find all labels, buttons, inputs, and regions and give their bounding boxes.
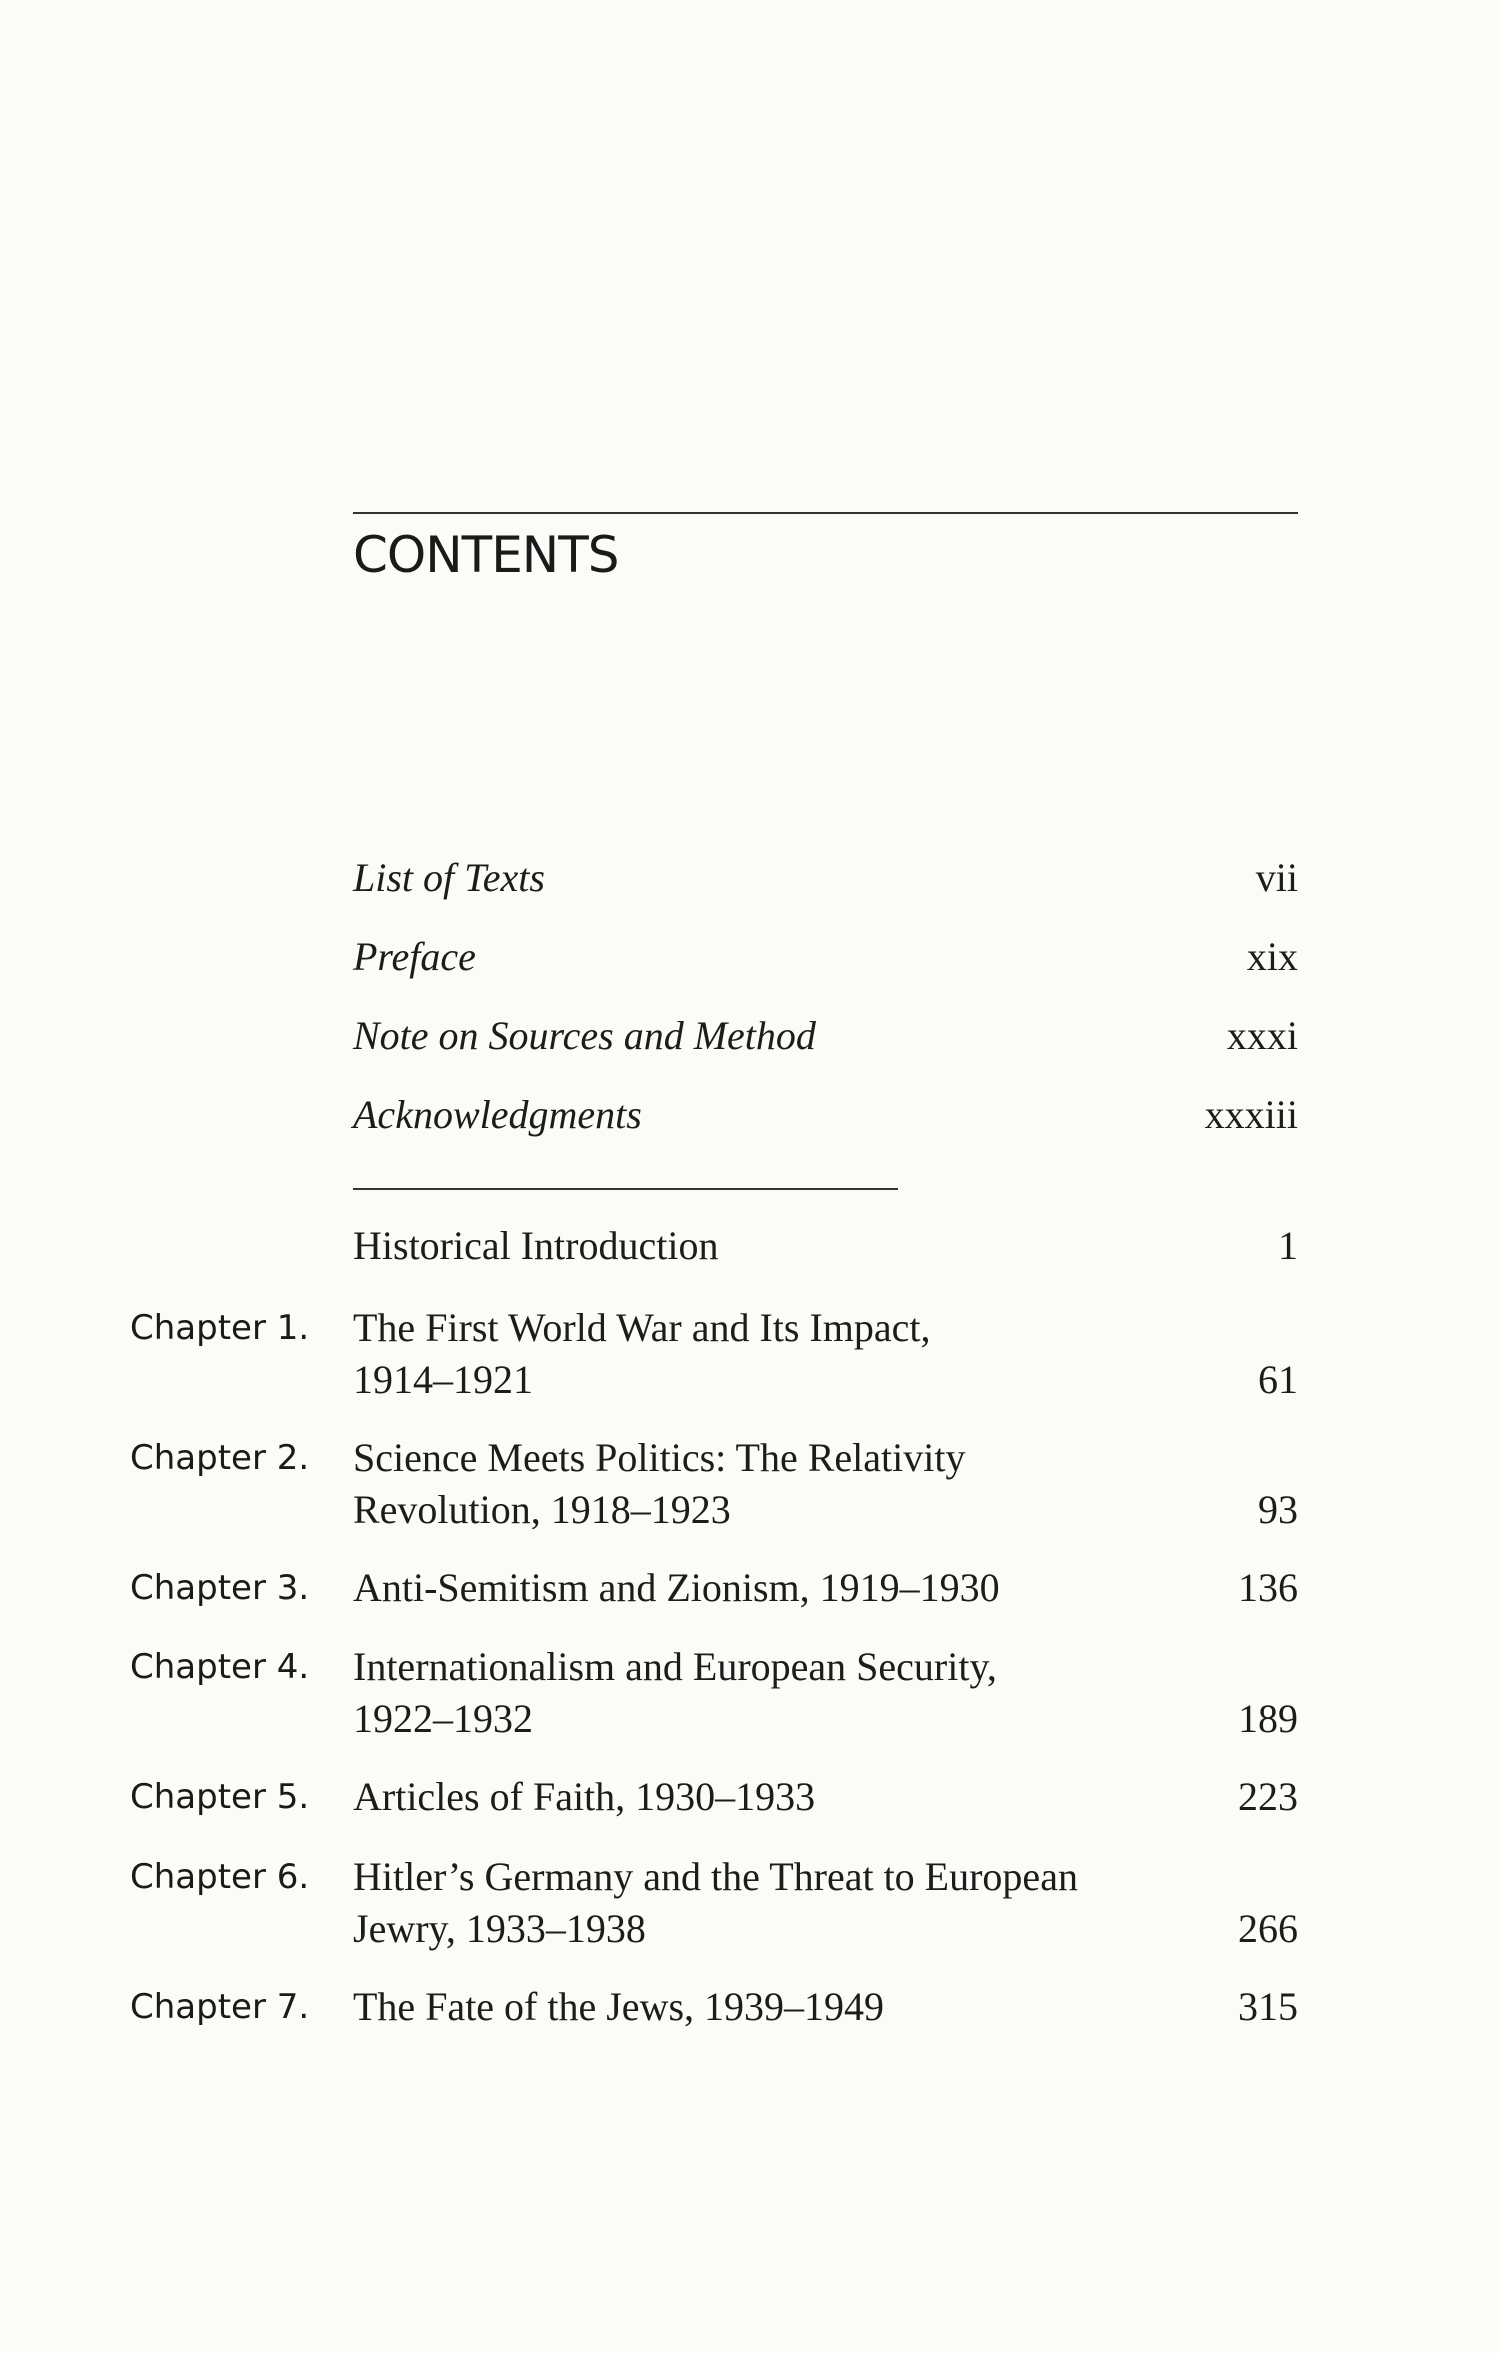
- entry-page: 136: [1238, 1565, 1298, 1610]
- toc-entry-chapter-6: [0, 1851, 1500, 1981]
- toc-entry-chapter-1: [0, 1302, 1500, 1432]
- chapter-label: Chapter 2.: [130, 1438, 310, 1478]
- front-matter-item: [353, 850, 1298, 929]
- front-matter-page: vii: [1255, 855, 1298, 900]
- entry-title-line: Articles of Faith, 1930–1933: [353, 1774, 816, 1819]
- front-matter-page: xxxiii: [1204, 1092, 1298, 1137]
- front-matter-page: xxxi: [1226, 1013, 1298, 1058]
- entry-page: 266: [1238, 1906, 1298, 1951]
- entry-title-line: 1914–1921: [353, 1357, 533, 1402]
- entry-title-line: Anti-Semitism and Zionism, 1919–1930: [353, 1565, 1000, 1610]
- entry-page: 189: [1238, 1696, 1298, 1741]
- toc-entry-introduction: [0, 1220, 1500, 1302]
- front-matter-page: xix: [1246, 934, 1298, 979]
- front-matter-title: Preface: [353, 934, 476, 979]
- front-matter-item: [353, 1008, 1298, 1087]
- entry-title: [353, 1641, 1183, 1745]
- toc-entry-chapter-3: [0, 1562, 1500, 1641]
- toc-entry-chapter-5: [0, 1771, 1500, 1851]
- entry-title-line: The First World War and Its Impact,: [353, 1305, 931, 1350]
- entry-title: [353, 1562, 1183, 1614]
- entry-page: 93: [1258, 1487, 1298, 1532]
- front-matter-item: [353, 929, 1298, 1008]
- chapter-label: Chapter 7.: [130, 1987, 310, 2027]
- entry-title: [353, 1771, 1183, 1823]
- chapter-list: [0, 1220, 1500, 2051]
- entry-title-line: Hitler’s Germany and the Threat to European: [353, 1854, 1078, 1899]
- top-rule: [353, 512, 1298, 514]
- front-matter-title: Acknowledgments: [353, 1092, 642, 1137]
- entry-page: 1: [1278, 1223, 1298, 1268]
- entry-page: 223: [1238, 1774, 1298, 1819]
- entry-title: [353, 1981, 1183, 2033]
- front-matter-title: List of Texts: [353, 855, 545, 900]
- entry-page: 61: [1258, 1357, 1298, 1402]
- entry-title-line: Internationalism and European Security,: [353, 1644, 997, 1689]
- toc-entry-chapter-2: [0, 1432, 1500, 1562]
- front-matter-list: [353, 850, 1298, 1166]
- entry-page: 315: [1238, 1984, 1298, 2029]
- page-title: CONTENTS: [353, 526, 619, 584]
- chapter-label: Chapter 6.: [130, 1857, 310, 1897]
- entry-title-line: 1922–1932: [353, 1696, 533, 1741]
- chapter-label: Chapter 5.: [130, 1777, 310, 1817]
- chapter-label: Chapter 4.: [130, 1647, 310, 1687]
- entry-title: [353, 1302, 1183, 1406]
- entry-title-line: Revolution, 1918–1923: [353, 1487, 731, 1532]
- toc-entry-chapter-4: [0, 1641, 1500, 1771]
- section-divider: [353, 1188, 898, 1190]
- chapter-label: Chapter 3.: [130, 1568, 310, 1608]
- entry-title-line: The Fate of the Jews, 1939–1949: [353, 1984, 885, 2029]
- entry-title-line: Jewry, 1933–1938: [353, 1906, 646, 1951]
- entry-title: [353, 1432, 1183, 1536]
- toc-entry-chapter-7: [0, 1981, 1500, 2051]
- front-matter-title: Note on Sources and Method: [353, 1013, 816, 1058]
- front-matter-item: [353, 1087, 1298, 1166]
- chapter-label: Chapter 1.: [130, 1308, 310, 1348]
- entry-title-line: Historical Introduction: [353, 1223, 719, 1268]
- entry-title: [353, 1220, 1183, 1272]
- entry-title-line: Science Meets Politics: The Relativity: [353, 1435, 966, 1480]
- entry-title: [353, 1851, 1183, 1955]
